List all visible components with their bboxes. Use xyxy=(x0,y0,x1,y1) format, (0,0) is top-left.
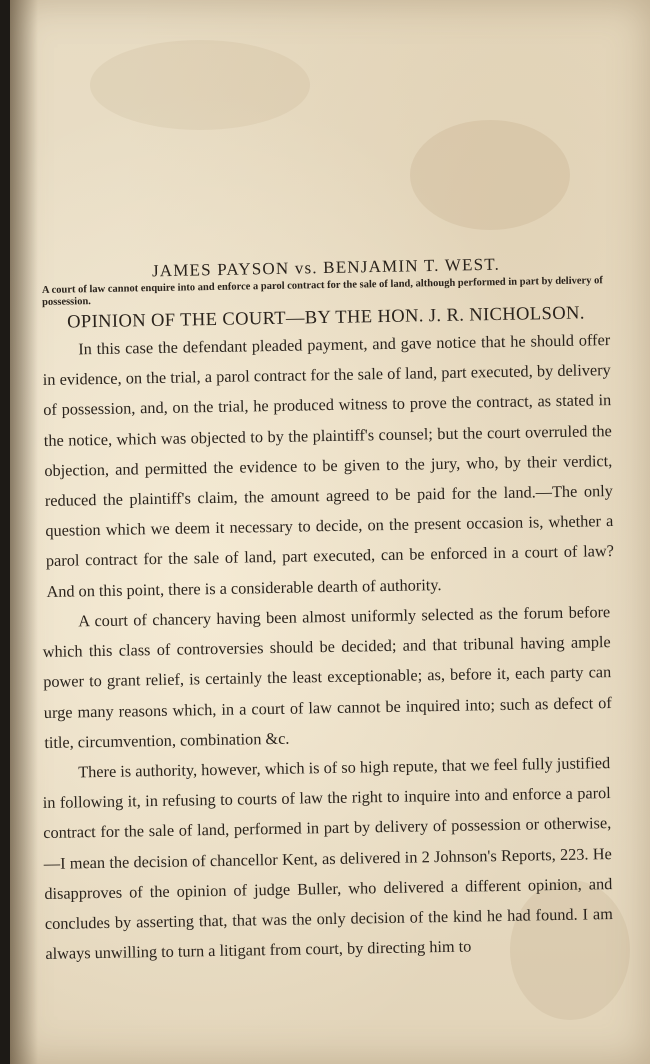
opinion-heading: OPINION OF THE COURT—BY THE HON. J. R. NICHOLSON. xyxy=(67,303,585,333)
paper-stain xyxy=(90,40,310,130)
case-title: JAMES PAYSON vs. BENJAMIN T. WEST. xyxy=(151,254,501,281)
paper-stain xyxy=(410,120,570,230)
paragraph: In this case the defendant pleaded payment, and gave notice that he should offer in evidence, on the trial, a parol contract for the sale of land, part executed, by delivery of possession, and, on the trial, he produced witness to prove the contract, as stated in the notice, which was objected to by the plaintiff's counsel; but the court overruled the objection, and permitted the evidence to be given to the jury, who, by their verdict, reduced the plaintiff's claim, the amount agreed to be paid for the land.—The only question which we deem it necessary to decide, on the present occasion is, whether a parol contract for the sale of land, part executed, can be enforced in a court of law? And on this point, there is a considerable dearth of authority. xyxy=(42,330,615,601)
headnote: A court of law cannot enquire into and enforce a parol contract for the sale of land, although performed in part by delivery of possession. xyxy=(41,275,603,308)
paragraph: A court of chancery having been almost uniformly selected as the forum before which this class of controversies should be decided; and that tribunal having ample power to grant relief, is certainly the least exceptionable; as, before it, each party can urge many reasons which, in a court of law cannot be inquired into; such as defect of title, circumvention, combination &c. xyxy=(42,601,612,752)
page-text xyxy=(41,254,615,969)
paragraph: There is authority, however, which is of so high repute, that we feel fully justified in following it, in refusing to courts of law the right to inquire into and enforce a parol contract for the sale of land, performed in part by delivery of possession or otherwise,—I mean the decision of chancellor Kent, as delivered in 2 Johnson's Reports, 223. He disapproves of the opinion of judge Buller, who delivered a different opinion, and concludes by asserting that, that was the only decision of the kind he had found. I am always unwilling to turn a litigant from court, by directing him to xyxy=(42,752,613,964)
gutter-shadow xyxy=(10,0,38,1064)
book-page xyxy=(10,0,650,1064)
